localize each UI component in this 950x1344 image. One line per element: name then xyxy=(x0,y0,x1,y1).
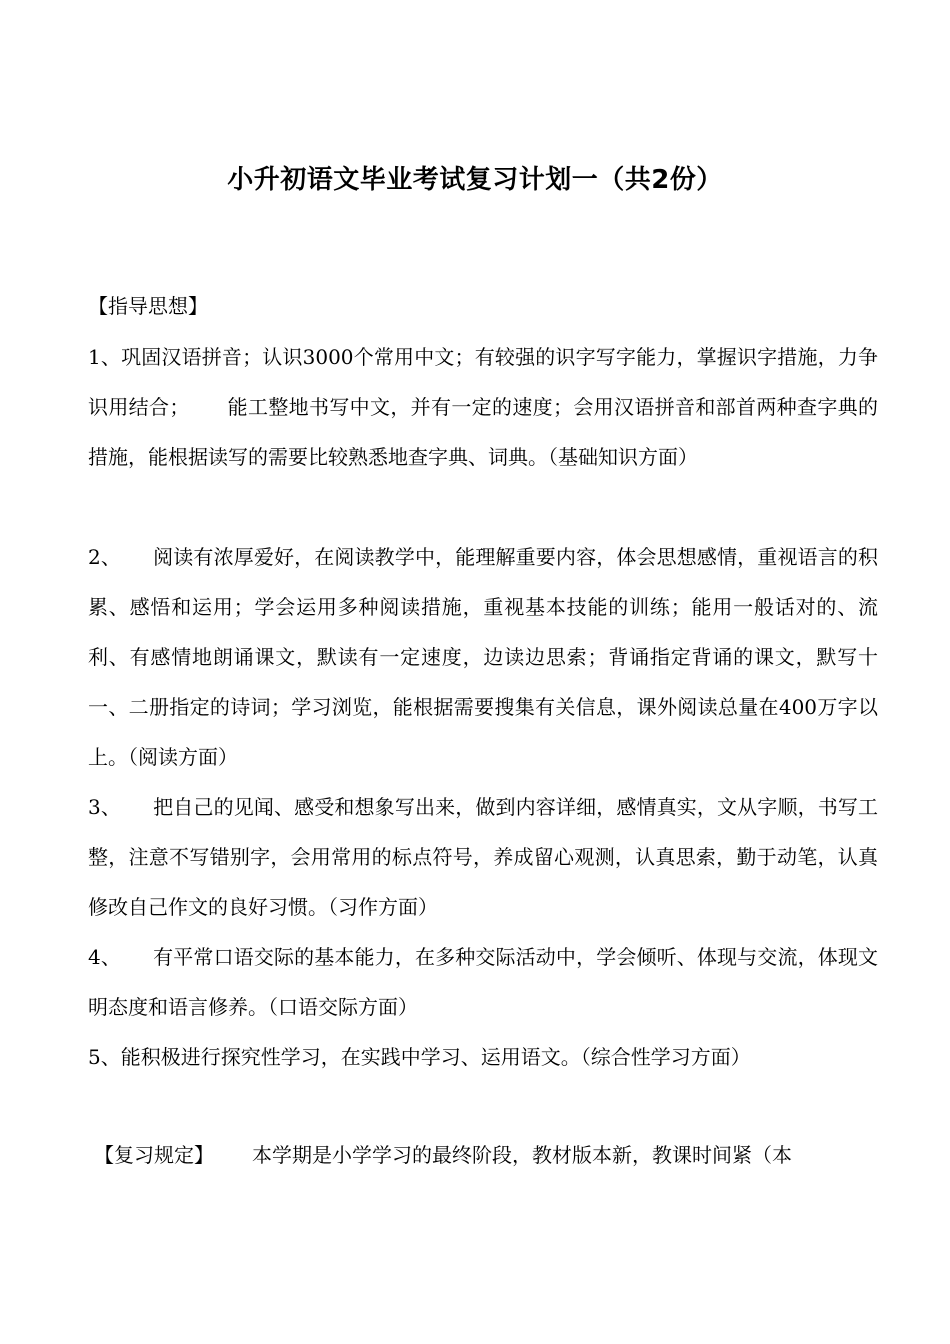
item-2-number: 2、 xyxy=(88,545,122,569)
item-3-text: 把自己的见闻、感受和想象写出来，做到内容详细，感情真实，文从字顺，书写工整，注意不写错别字，会用常用的标点符号，养成留心观测，认真思索，勤于动笔，认真修改自己作文的良好习惯。（习作方面） xyxy=(88,795,879,919)
item-3 xyxy=(88,782,878,932)
item-1-number: 1、 xyxy=(88,345,122,369)
review-heading: 【复习规定】 xyxy=(94,1143,214,1167)
item-5 xyxy=(88,1032,878,1082)
item-4-text: 有平常口语交际的基本能力，在多种交际活动中，学会倾听、体现与交流，体现文明态度和语言修养。（口语交际方面） xyxy=(88,945,879,1019)
item-2 xyxy=(88,532,878,782)
review-text: 本学期是小学学习的最终阶段，教材版本新，教课时间紧（本 xyxy=(252,1143,792,1167)
document-title: 小升初语文毕业考试复习计划一（共2份） xyxy=(227,165,723,195)
guiding-heading: 【指导思想】 xyxy=(88,294,208,318)
item-3-number: 3、 xyxy=(88,795,122,819)
item-1-text-a: 巩固汉语拼音；认识3000个常用中文；有较强的识字写字能力，掌握识字措施，力争识用结合； xyxy=(88,345,878,419)
item-1-text-b: 能工整地书写中文，并有一定的速度；会用汉语拼音和部首两种查字典的措施，能根据读写的需要比较熟悉地查字典、词典。（基础知识方面） xyxy=(88,395,879,469)
item-2-text: 阅读有浓厚爱好，在阅读教学中，能理解重要内容，体会思想感情，重视语言的积累、感悟和运用；学会运用多种阅读措施，重视基本技能的训练；能用一般话对的、流利、有感情地朗诵课文，默读有一定速度，边读边思索；背诵指定背诵的课文，默写十一、二册指定的诗词；学习浏览，能根据需要搜集有关信息，课外阅读总量在400万字以上。（阅读方面） xyxy=(88,545,879,769)
item-5-number: 5、 xyxy=(88,1045,121,1069)
review-section xyxy=(94,1130,878,1180)
item-4-number: 4、 xyxy=(88,945,122,969)
item-5-text: 能积极进行探究性学习，在实践中学习、运用语文。（综合性学习方面） xyxy=(120,1045,751,1069)
item-1 xyxy=(88,332,878,482)
item-4 xyxy=(88,932,878,1032)
